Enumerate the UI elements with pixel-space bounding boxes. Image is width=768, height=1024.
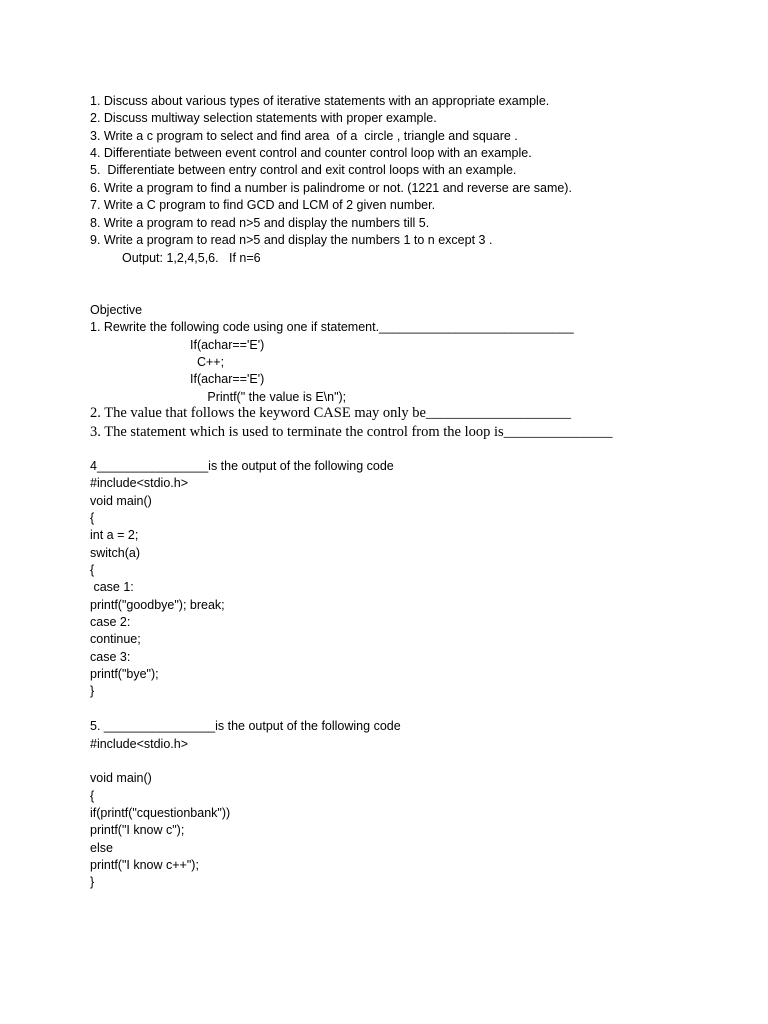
code-line: If(achar=='E') <box>190 372 265 386</box>
question-6: 6. Write a program to find a number is palindrome or not. (1221 and reverse are same). <box>90 181 572 195</box>
objective-q2: 2. The value that follows the keyword CASE may only be____________________ <box>90 405 571 421</box>
code-line: printf("I know c++"); <box>90 858 199 872</box>
code-line: void main() <box>90 494 152 508</box>
code-line: } <box>90 684 95 698</box>
question-4: 4. Differentiate between event control and counter control loop with an example. <box>90 146 532 160</box>
code-line: printf("bye"); <box>90 667 159 681</box>
code-line: #include<stdio.h> <box>90 476 188 490</box>
code-line: If(achar=='E') <box>190 338 265 352</box>
question-2: 2. Discuss multiway selection statements with proper example. <box>90 111 437 125</box>
code-line: printf("goodbye"); break; <box>90 598 225 612</box>
code-line: case 2: <box>90 615 131 629</box>
code-line: else <box>90 841 113 855</box>
code-line: printf("I know c"); <box>90 823 185 837</box>
code-line: } <box>90 875 95 889</box>
question-9-output: Output: 1,2,4,5,6. If n=6 <box>122 251 261 265</box>
question-8: 8. Write a program to read n>5 and display the numbers till 5. <box>90 216 430 230</box>
objective-q3: 3. The statement which is used to terminate the control from the loop is_______________ <box>90 424 613 440</box>
question-9: 9. Write a program to read n>5 and display the numbers 1 to n except 3 . <box>90 233 493 247</box>
objective-q5: 5. ________________is the output of the following code <box>90 719 401 733</box>
objective-q1: 1. Rewrite the following code using one if statement.____________________________ <box>90 320 574 334</box>
code-line: switch(a) <box>90 546 141 560</box>
code-line: C++; <box>190 355 225 369</box>
code-line: continue; <box>90 632 141 646</box>
objective-heading: Objective <box>90 303 143 317</box>
objective-q4: 4________________is the output of the following code <box>90 459 394 473</box>
code-line: void main() <box>90 771 152 785</box>
code-line: case 3: <box>90 650 131 664</box>
code-line: Printf(" the value is E\n"); <box>190 390 347 404</box>
code-line: { <box>90 563 95 577</box>
code-line: { <box>90 511 95 525</box>
question-1: 1. Discuss about various types of iterative statements with an appropriate example. <box>90 94 550 108</box>
code-line: if(printf("cquestionbank")) <box>90 806 231 820</box>
question-7: 7. Write a C program to find GCD and LCM of 2 given number. <box>90 198 436 212</box>
code-line: { <box>90 789 95 803</box>
code-line: int a = 2; <box>90 528 139 542</box>
code-line: #include<stdio.h> <box>90 737 188 751</box>
question-3: 3. Write a c program to select and find area of a circle , triangle and square . <box>90 129 518 143</box>
question-5: 5. Differentiate between entry control and exit control loops with an example. <box>90 163 517 177</box>
code-line: case 1: <box>90 580 134 594</box>
